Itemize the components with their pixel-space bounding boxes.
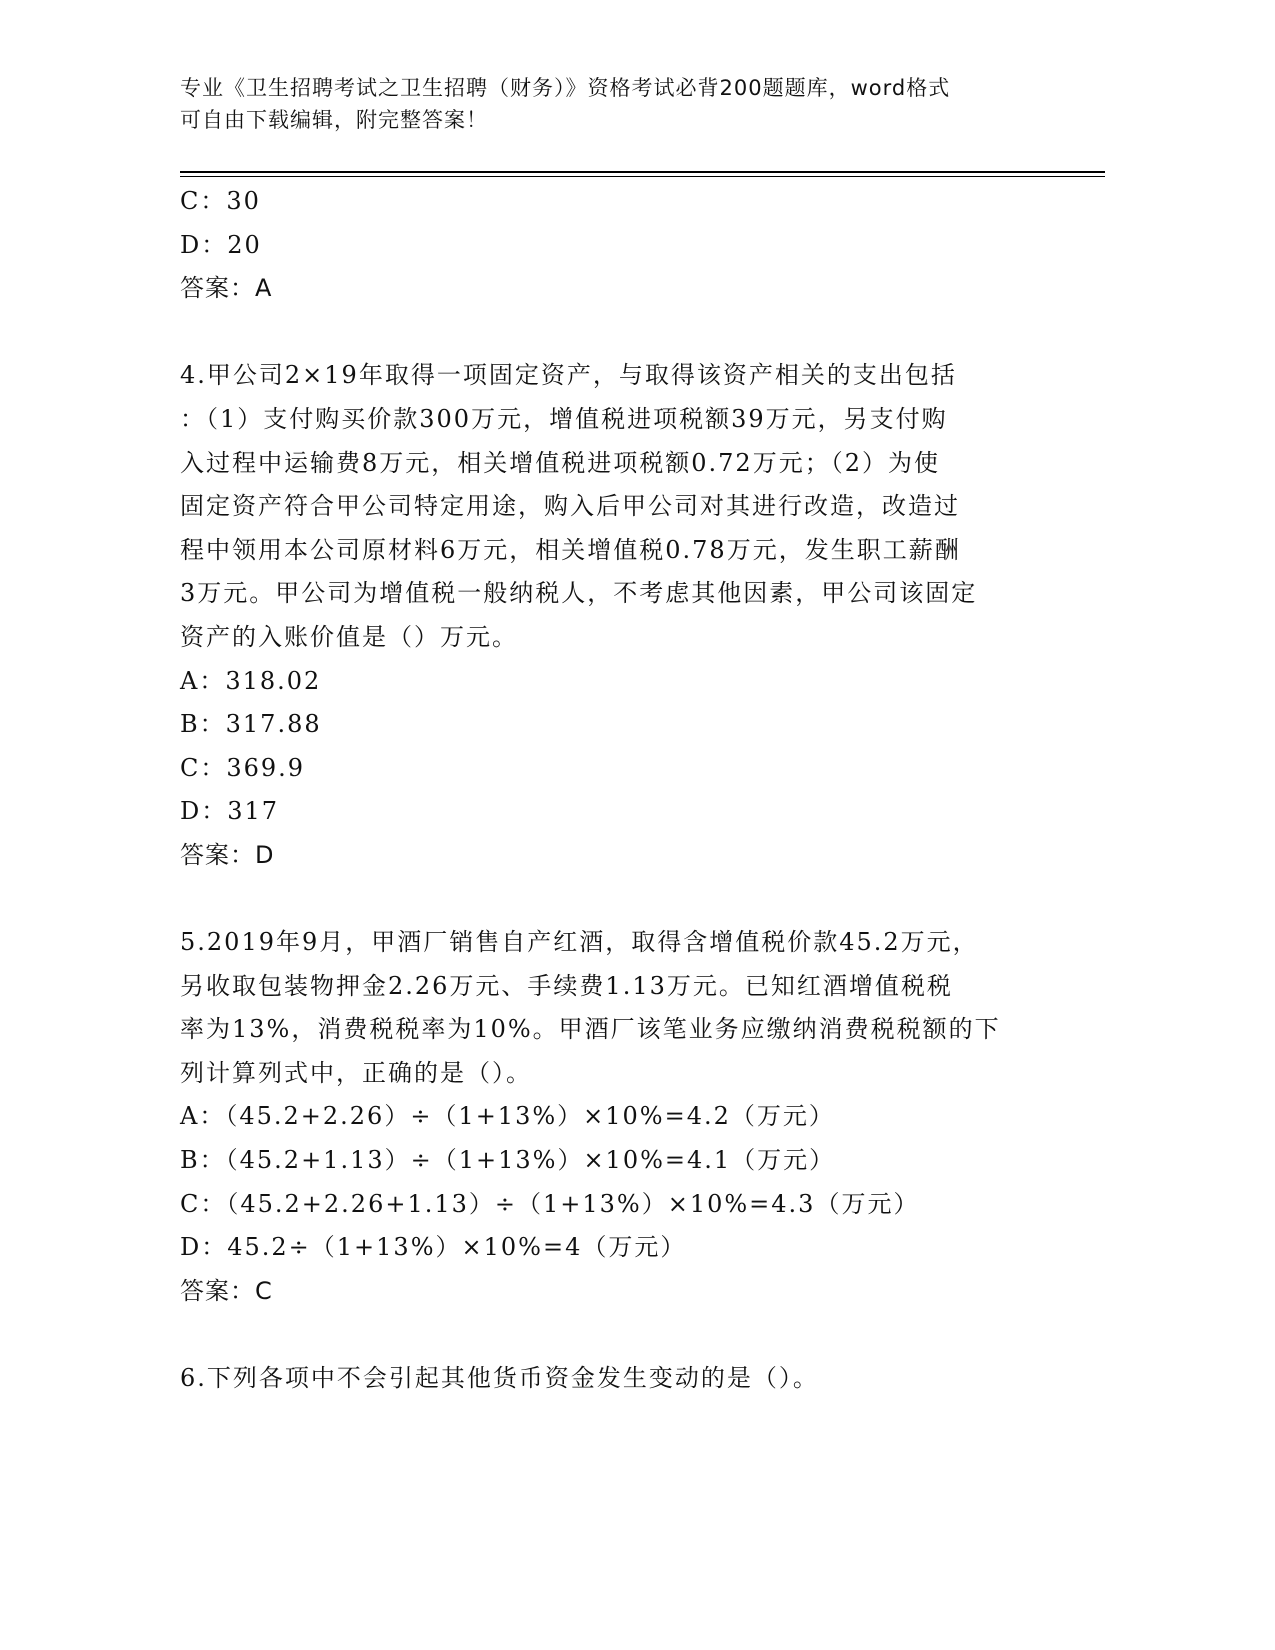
header-divider-thick [180, 171, 1105, 173]
option-a: A：（45.2+2.26）÷（1+13%）×10%=4.2（万元） [180, 1102, 835, 1131]
question-4 [180, 354, 1060, 877]
question-text: 3万元。甲公司为增值税一般纳税人，不考虑其他因素，甲公司该固定 [180, 579, 978, 608]
option-b: B：317.88 [180, 710, 322, 739]
option-c: C：369.9 [180, 753, 306, 782]
question-text: 率为13%，消费税税率为10%。甲酒厂该笔业务应缴纳消费税税额的下 [180, 1015, 1001, 1044]
answer: 答案：D [180, 840, 275, 869]
option-d: D：20 [180, 230, 262, 259]
option-b: B：（45.2+1.13）÷（1+13%）×10%=4.1（万元） [180, 1146, 836, 1175]
document-body [180, 180, 1060, 1401]
question-text: 另收取包装物押金2.26万元、手续费1.13万元。已知红酒增值税税 [180, 971, 953, 1000]
question-text: 5.2019年9月，甲酒厂销售自产红酒，取得含增值税价款45.2万元， [180, 928, 979, 957]
question-text: 程中领用本公司原材料6万元，相关增值税0.78万元，发生职工薪酬 [180, 535, 961, 564]
question-3 [180, 180, 1060, 311]
question-text: 列计算列式中，正确的是（）。 [180, 1058, 532, 1087]
header-divider-thin [180, 176, 1105, 177]
question-text: 6.下列各项中不会引起其他货币资金发生变动的是（）。 [180, 1364, 819, 1393]
answer: 答案：A [180, 274, 273, 303]
header-line: 专业《卫生招聘考试之卫生招聘（财务）》资格考试必背200题题库，word格式 [180, 76, 951, 100]
header-line: 可自由下载编辑，附完整答案！ [180, 108, 488, 132]
question-text: 入过程中运输费8万元，相关增值税进项税额0.72万元；（2）为使 [180, 448, 940, 477]
question-text: ：（1）支付购买价款300万元，增值税进项税额39万元，另支付购 [180, 404, 948, 433]
answer: 答案：C [180, 1276, 273, 1305]
question-6 [180, 1357, 1060, 1401]
option-d: D：45.2÷（1+13%）×10%=4（万元） [180, 1233, 687, 1262]
option-a: A：318.02 [180, 666, 322, 695]
question-5 [180, 921, 1060, 1313]
option-c: C：30 [180, 187, 261, 215]
question-text: 资产的入账价值是（）万元。 [180, 622, 518, 651]
question-text: 固定资产符合甲公司特定用途，购入后甲公司对其进行改造，改造过 [180, 492, 960, 521]
option-d: D：317 [180, 797, 280, 826]
question-text: 4.甲公司2×19年取得一项固定资产，与取得该资产相关的支出包括 [180, 361, 957, 390]
document-header [180, 72, 1080, 136]
option-c: C：（45.2+2.26+1.13）÷（1+13%）×10%=4.3（万元） [180, 1189, 920, 1218]
